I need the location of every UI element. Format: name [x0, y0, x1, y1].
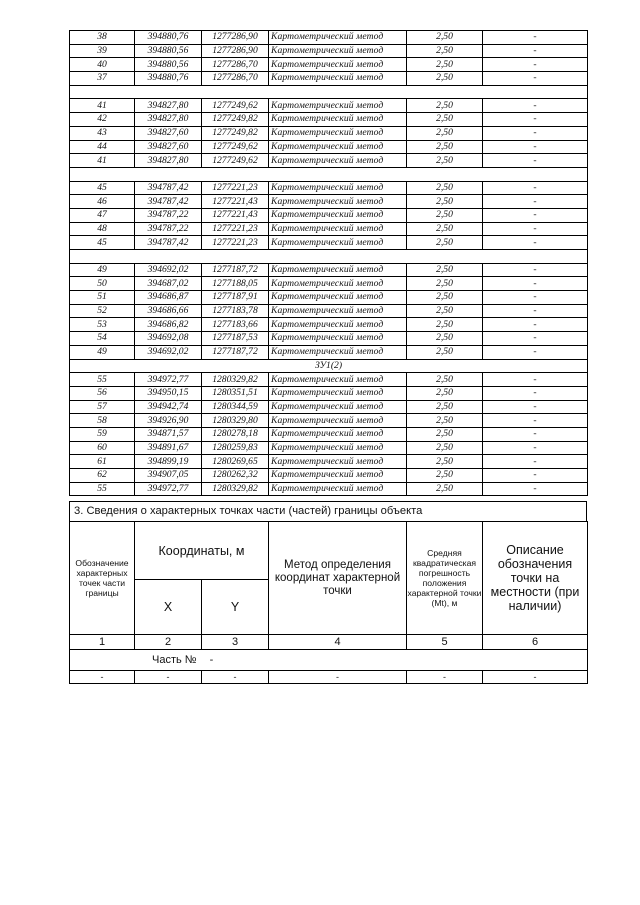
- table-row: [70, 154, 588, 168]
- header-error: Средняя квадратическая погрешность положения характерной точки (Mt), м: [407, 522, 483, 635]
- method: Картометрический метод: [269, 58, 407, 72]
- coord-x: 394686,66: [135, 304, 202, 318]
- coord-x: 394871,57: [135, 427, 202, 441]
- coord-x: 394926,90: [135, 414, 202, 428]
- table-row: [70, 455, 588, 469]
- part-label: Часть №: [152, 654, 197, 666]
- group-separator: [70, 167, 588, 181]
- error-value: 2,50: [407, 44, 483, 58]
- coord-y: 1277221,23: [202, 236, 269, 250]
- method: Картометрический метод: [269, 99, 407, 113]
- part-cell: [70, 650, 588, 671]
- description: -: [483, 427, 588, 441]
- separator-cell: [70, 85, 588, 99]
- point-number: 55: [70, 482, 135, 496]
- header-x: X: [135, 580, 202, 635]
- coord-x: 394787,42: [135, 236, 202, 250]
- description: -: [483, 113, 588, 127]
- column-numbers-row: [70, 635, 588, 650]
- empty-cell: -: [269, 671, 407, 684]
- coord-x: 394692,02: [135, 263, 202, 277]
- point-number: 37: [70, 72, 135, 86]
- point-number: 57: [70, 400, 135, 414]
- description: -: [483, 277, 588, 291]
- point-number: 49: [70, 263, 135, 277]
- coord-x: 394907,05: [135, 469, 202, 483]
- coord-y: 1277187,72: [202, 263, 269, 277]
- description: -: [483, 263, 588, 277]
- method: Картометрический метод: [269, 332, 407, 346]
- method: Картометрический метод: [269, 304, 407, 318]
- table-row: [70, 386, 588, 400]
- method: Картометрический метод: [269, 345, 407, 359]
- description: -: [483, 345, 588, 359]
- coord-x: 394827,80: [135, 154, 202, 168]
- section-3-table: [69, 521, 588, 684]
- table-row: [70, 99, 588, 113]
- method: Картометрический метод: [269, 400, 407, 414]
- point-number: 59: [70, 427, 135, 441]
- description: -: [483, 400, 588, 414]
- separator-cell: [70, 250, 588, 264]
- coord-x: 394686,82: [135, 318, 202, 332]
- method: Картометрический метод: [269, 291, 407, 305]
- error-value: 2,50: [407, 400, 483, 414]
- coord-y: 1277221,23: [202, 222, 269, 236]
- table-row: [70, 140, 588, 154]
- coord-x: 394787,22: [135, 208, 202, 222]
- method: Картометрический метод: [269, 263, 407, 277]
- empty-cell: -: [135, 671, 202, 684]
- table-row: [70, 291, 588, 305]
- coord-x: 394972,77: [135, 482, 202, 496]
- coord-y: 1277221,43: [202, 195, 269, 209]
- column-number: 3: [202, 635, 269, 650]
- error-value: 2,50: [407, 126, 483, 140]
- coord-y: 1280269,65: [202, 455, 269, 469]
- table-row: [70, 304, 588, 318]
- description: -: [483, 291, 588, 305]
- description: -: [483, 469, 588, 483]
- error-value: 2,50: [407, 414, 483, 428]
- coord-y: 1280329,82: [202, 373, 269, 387]
- point-number: 51: [70, 291, 135, 305]
- coord-x: 394891,67: [135, 441, 202, 455]
- coord-y: 1277286,90: [202, 44, 269, 58]
- point-number: 62: [70, 469, 135, 483]
- method: Картометрический метод: [269, 72, 407, 86]
- empty-cell: -: [202, 671, 269, 684]
- error-value: 2,50: [407, 373, 483, 387]
- method: Картометрический метод: [269, 181, 407, 195]
- error-value: 2,50: [407, 113, 483, 127]
- table-row: [70, 113, 588, 127]
- coord-x: 394686,87: [135, 291, 202, 305]
- group-label: ЗУ1(2): [70, 359, 588, 373]
- point-number: 56: [70, 386, 135, 400]
- point-number: 54: [70, 332, 135, 346]
- table-row: [70, 318, 588, 332]
- coord-y: 1277187,53: [202, 332, 269, 346]
- error-value: 2,50: [407, 208, 483, 222]
- coord-x: 394880,56: [135, 44, 202, 58]
- point-number: 48: [70, 222, 135, 236]
- description: -: [483, 386, 588, 400]
- description: -: [483, 222, 588, 236]
- error-value: 2,50: [407, 140, 483, 154]
- coord-y: 1277286,70: [202, 58, 269, 72]
- error-value: 2,50: [407, 441, 483, 455]
- coord-y: 1277286,90: [202, 31, 269, 45]
- coord-y: 1277249,82: [202, 113, 269, 127]
- description: -: [483, 482, 588, 496]
- point-number: 38: [70, 31, 135, 45]
- coord-y: 1280259,83: [202, 441, 269, 455]
- coord-x: 394880,56: [135, 58, 202, 72]
- header-coordinates: Координаты, м: [135, 522, 269, 580]
- description: -: [483, 304, 588, 318]
- method: Картометрический метод: [269, 44, 407, 58]
- point-number: 49: [70, 345, 135, 359]
- coord-x: 394687,02: [135, 277, 202, 291]
- point-number: 61: [70, 455, 135, 469]
- coord-y: 1277183,66: [202, 318, 269, 332]
- table-row: [70, 44, 588, 58]
- part-row: [70, 650, 588, 671]
- table-row: [70, 195, 588, 209]
- coord-y: 1277188,05: [202, 277, 269, 291]
- table-row: [70, 441, 588, 455]
- coord-y: 1277187,72: [202, 345, 269, 359]
- header-description: Описание обозначения точки на местности (при наличии): [483, 522, 588, 635]
- point-number: 58: [70, 414, 135, 428]
- method: Картометрический метод: [269, 140, 407, 154]
- coord-x: 394787,22: [135, 222, 202, 236]
- group-label-row: [70, 359, 588, 373]
- point-number: 47: [70, 208, 135, 222]
- coord-y: 1280344,59: [202, 400, 269, 414]
- empty-cell: -: [407, 671, 483, 684]
- coord-x: 394880,76: [135, 72, 202, 86]
- error-value: 2,50: [407, 181, 483, 195]
- point-number: 60: [70, 441, 135, 455]
- method: Картометрический метод: [269, 414, 407, 428]
- error-value: 2,50: [407, 427, 483, 441]
- coord-x: 394950,15: [135, 386, 202, 400]
- point-number: 55: [70, 373, 135, 387]
- error-value: 2,50: [407, 99, 483, 113]
- point-number: 53: [70, 318, 135, 332]
- table-row: [70, 31, 588, 45]
- table-row: [70, 126, 588, 140]
- coord-y: 1277249,82: [202, 126, 269, 140]
- description: -: [483, 318, 588, 332]
- method: Картометрический метод: [269, 469, 407, 483]
- error-value: 2,50: [407, 263, 483, 277]
- coordinates-table: [69, 30, 588, 496]
- method: Картометрический метод: [269, 31, 407, 45]
- method: Картометрический метод: [269, 277, 407, 291]
- table-row: [70, 332, 588, 346]
- empty-data-row: [70, 671, 588, 684]
- description: -: [483, 441, 588, 455]
- description: -: [483, 455, 588, 469]
- point-number: 41: [70, 99, 135, 113]
- point-number: 50: [70, 277, 135, 291]
- coord-y: 1277221,43: [202, 208, 269, 222]
- group-separator: [70, 85, 588, 99]
- description: -: [483, 140, 588, 154]
- method: Картометрический метод: [269, 195, 407, 209]
- error-value: 2,50: [407, 222, 483, 236]
- description: -: [483, 44, 588, 58]
- error-value: 2,50: [407, 195, 483, 209]
- method: Картометрический метод: [269, 455, 407, 469]
- coord-y: 1280329,80: [202, 414, 269, 428]
- coord-x: 394827,60: [135, 140, 202, 154]
- table-row: [70, 414, 588, 428]
- coord-y: 1277183,78: [202, 304, 269, 318]
- description: -: [483, 236, 588, 250]
- error-value: 2,50: [407, 455, 483, 469]
- description: -: [483, 154, 588, 168]
- error-value: 2,50: [407, 58, 483, 72]
- coord-x: 394942,74: [135, 400, 202, 414]
- table-row: [70, 373, 588, 387]
- column-number: 6: [483, 635, 588, 650]
- description: -: [483, 195, 588, 209]
- error-value: 2,50: [407, 469, 483, 483]
- point-number: 43: [70, 126, 135, 140]
- part-value: -: [209, 654, 214, 666]
- table-row: [70, 345, 588, 359]
- coord-y: 1280262,32: [202, 469, 269, 483]
- error-value: 2,50: [407, 277, 483, 291]
- coord-x: 394787,42: [135, 181, 202, 195]
- coord-x: 394692,08: [135, 332, 202, 346]
- point-number: 41: [70, 154, 135, 168]
- description: -: [483, 31, 588, 45]
- method: Картометрический метод: [269, 482, 407, 496]
- error-value: 2,50: [407, 154, 483, 168]
- coord-y: 1277286,70: [202, 72, 269, 86]
- table-row: [70, 208, 588, 222]
- error-value: 2,50: [407, 482, 483, 496]
- point-number: 45: [70, 236, 135, 250]
- error-value: 2,50: [407, 345, 483, 359]
- point-number: 44: [70, 140, 135, 154]
- coord-x: 394827,80: [135, 113, 202, 127]
- table-row: [70, 469, 588, 483]
- coord-x: 394827,80: [135, 99, 202, 113]
- error-value: 2,50: [407, 386, 483, 400]
- coord-y: 1280278,18: [202, 427, 269, 441]
- column-number: 4: [269, 635, 407, 650]
- column-number: 5: [407, 635, 483, 650]
- method: Картометрический метод: [269, 113, 407, 127]
- coord-y: 1280329,82: [202, 482, 269, 496]
- description: -: [483, 99, 588, 113]
- error-value: 2,50: [407, 318, 483, 332]
- column-number: 1: [70, 635, 135, 650]
- coord-y: 1277187,91: [202, 291, 269, 305]
- description: -: [483, 208, 588, 222]
- method: Картометрический метод: [269, 318, 407, 332]
- section-3-title: 3. Сведения о характерных точках части (частей) границы объекта: [69, 501, 587, 521]
- method: Картометрический метод: [269, 427, 407, 441]
- coord-x: 394692,02: [135, 345, 202, 359]
- method: Картометрический метод: [269, 386, 407, 400]
- group-separator: [70, 250, 588, 264]
- coord-x: 394899,19: [135, 455, 202, 469]
- coord-x: 394972,77: [135, 373, 202, 387]
- error-value: 2,50: [407, 304, 483, 318]
- error-value: 2,50: [407, 291, 483, 305]
- method: Картометрический метод: [269, 222, 407, 236]
- coord-x: 394827,60: [135, 126, 202, 140]
- point-number: 52: [70, 304, 135, 318]
- point-number: 39: [70, 44, 135, 58]
- empty-cell: -: [70, 671, 135, 684]
- description: -: [483, 72, 588, 86]
- separator-cell: [70, 167, 588, 181]
- header-designation: Обозначение характерных точек части границы: [70, 522, 135, 635]
- empty-cell: -: [483, 671, 588, 684]
- coord-x: 394787,42: [135, 195, 202, 209]
- method: Картометрический метод: [269, 441, 407, 455]
- header-y: Y: [202, 580, 269, 635]
- description: -: [483, 58, 588, 72]
- table-row: [70, 482, 588, 496]
- point-number: 45: [70, 181, 135, 195]
- method: Картометрический метод: [269, 236, 407, 250]
- description: -: [483, 373, 588, 387]
- description: -: [483, 414, 588, 428]
- table-row: [70, 277, 588, 291]
- coord-y: 1280351,51: [202, 386, 269, 400]
- coord-y: 1277221,23: [202, 181, 269, 195]
- description: -: [483, 126, 588, 140]
- error-value: 2,50: [407, 72, 483, 86]
- error-value: 2,50: [407, 31, 483, 45]
- error-value: 2,50: [407, 236, 483, 250]
- point-number: 46: [70, 195, 135, 209]
- description: -: [483, 181, 588, 195]
- table-row: [70, 263, 588, 277]
- table-row: [70, 222, 588, 236]
- table-row: [70, 58, 588, 72]
- coord-y: 1277249,62: [202, 99, 269, 113]
- method: Картометрический метод: [269, 373, 407, 387]
- column-number: 2: [135, 635, 202, 650]
- table-row: [70, 236, 588, 250]
- section-3: [69, 501, 587, 684]
- description: -: [483, 332, 588, 346]
- coord-y: 1277249,62: [202, 154, 269, 168]
- coord-x: 394880,76: [135, 31, 202, 45]
- point-number: 40: [70, 58, 135, 72]
- table-row: [70, 400, 588, 414]
- method: Картометрический метод: [269, 126, 407, 140]
- method: Картометрический метод: [269, 154, 407, 168]
- error-value: 2,50: [407, 332, 483, 346]
- table-row: [70, 72, 588, 86]
- table-row: [70, 427, 588, 441]
- coord-y: 1277249,62: [202, 140, 269, 154]
- point-number: 42: [70, 113, 135, 127]
- method: Картометрический метод: [269, 208, 407, 222]
- table-row: [70, 181, 588, 195]
- header-method: Метод определения координат характерной точки: [269, 522, 407, 635]
